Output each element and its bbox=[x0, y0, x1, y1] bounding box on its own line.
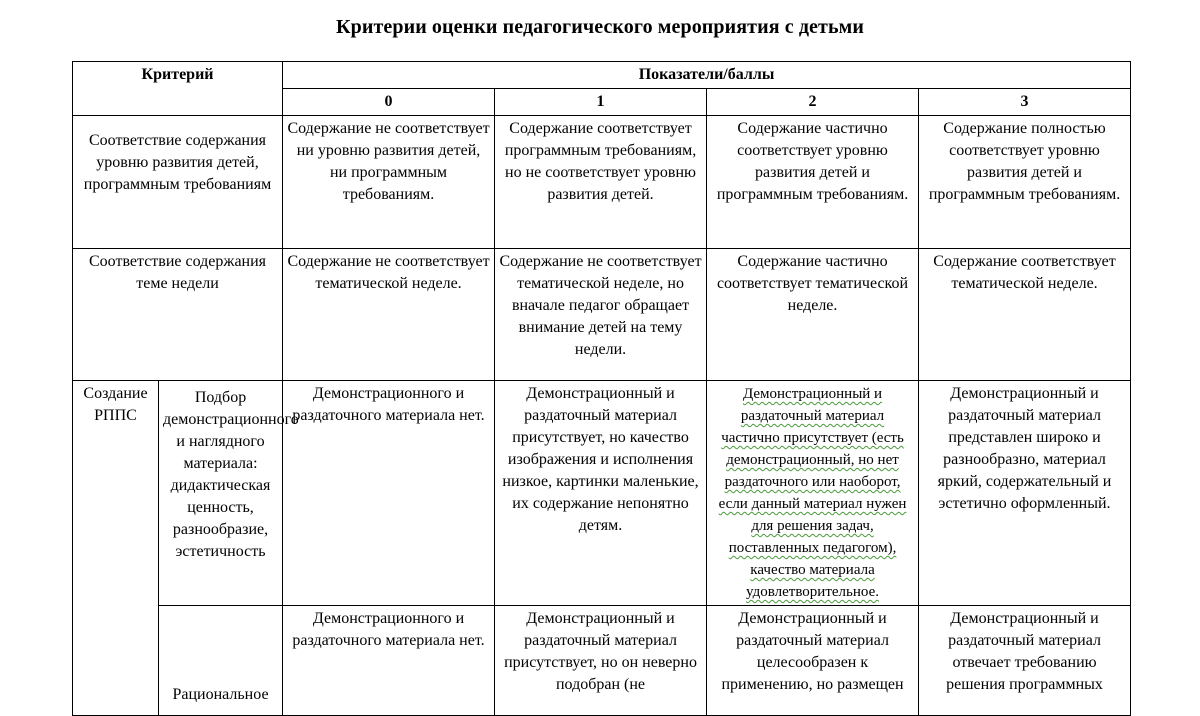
score-cell-2: Демонстрационный и раздаточный материал целесообразен к применению, но размещен bbox=[707, 606, 919, 716]
score-cell-3: Демонстрационный и раздаточный материал отвечает требованию решения программных bbox=[919, 606, 1131, 716]
document-title: Критерии оценки педагогического мероприятия с детьми bbox=[336, 16, 864, 38]
header-row-1 bbox=[73, 62, 1131, 89]
score-cell-0: Демонстрационного и раздаточного материала нет. bbox=[283, 606, 495, 716]
score-cell-2 bbox=[707, 381, 919, 606]
criterion-cell: Соответствие содержания теме недели bbox=[73, 249, 283, 381]
table-row bbox=[73, 606, 1131, 716]
score-cell-1: Содержание не соответствует тематической неделе, но вначале педагог обращает внимание детей на тему недели. bbox=[495, 249, 707, 381]
score-cell-2: Содержание частично соответствует уровню развития детей и программным требованиям. bbox=[707, 116, 919, 249]
score-cell-2: Содержание частично соответствует тематической неделе. bbox=[707, 249, 919, 381]
criterion-cell: Подбор демонстрационного и наглядного материала: дидактическая ценность, разнообразие, эстетичность bbox=[159, 381, 283, 606]
criterion-header: Критерий bbox=[73, 62, 283, 116]
score-cell-0: Демонстрационного и раздаточного материала нет. bbox=[283, 381, 495, 606]
table-row bbox=[73, 381, 1131, 606]
score-cell-1: Демонстрационный и раздаточный материал присутствует, но он неверно подобран (не bbox=[495, 606, 707, 716]
score-header-0: 0 bbox=[283, 89, 495, 116]
criterion-cell: Рациональное bbox=[159, 606, 283, 716]
criterion-cell: Соответствие содержания уровню развития детей, программным требованиям bbox=[73, 116, 283, 249]
group-cell-rpps: Создание РППС bbox=[73, 381, 159, 716]
score-cell-1: Содержание соответствует программным требованиям, но не соответствует уровню развития детей. bbox=[495, 116, 707, 249]
table-row bbox=[73, 116, 1131, 249]
score-cell-3: Содержание соответствует тематической неделе. bbox=[919, 249, 1131, 381]
score-cell-0: Содержание не соответствует тематической неделе. bbox=[283, 249, 495, 381]
criteria-table bbox=[72, 61, 1131, 716]
score-header-1: 1 bbox=[495, 89, 707, 116]
score-cell-3: Содержание полностью соответствует уровню развития детей и программным требованиям. bbox=[919, 116, 1131, 249]
score-cell-3: Демонстрационный и раздаточный материал представлен широко и разнообразно, материал яркий, содержательный и эстетично оформленный. bbox=[919, 381, 1131, 606]
indicators-header: Показатели/баллы bbox=[283, 62, 1131, 89]
spellcheck-text: Демонстрационный и раздаточный материал частично присутствует (есть демонстрационный, но нет раздаточного или наоборот, если данный материал нужен для решения задач, поставленных педагогом), качество материала удовлетворительное. bbox=[718, 386, 907, 600]
score-cell-0: Содержание не соответствует ни уровню развития детей, ни программным требованиям. bbox=[283, 116, 495, 249]
score-header-2: 2 bbox=[707, 89, 919, 116]
score-header-3: 3 bbox=[919, 89, 1131, 116]
table-row bbox=[73, 249, 1131, 381]
score-cell-1: Демонстрационный и раздаточный материал присутствует, но качество изображения и исполнения низкое, картинки маленькие, их содержание непонятно детям. bbox=[495, 381, 707, 606]
